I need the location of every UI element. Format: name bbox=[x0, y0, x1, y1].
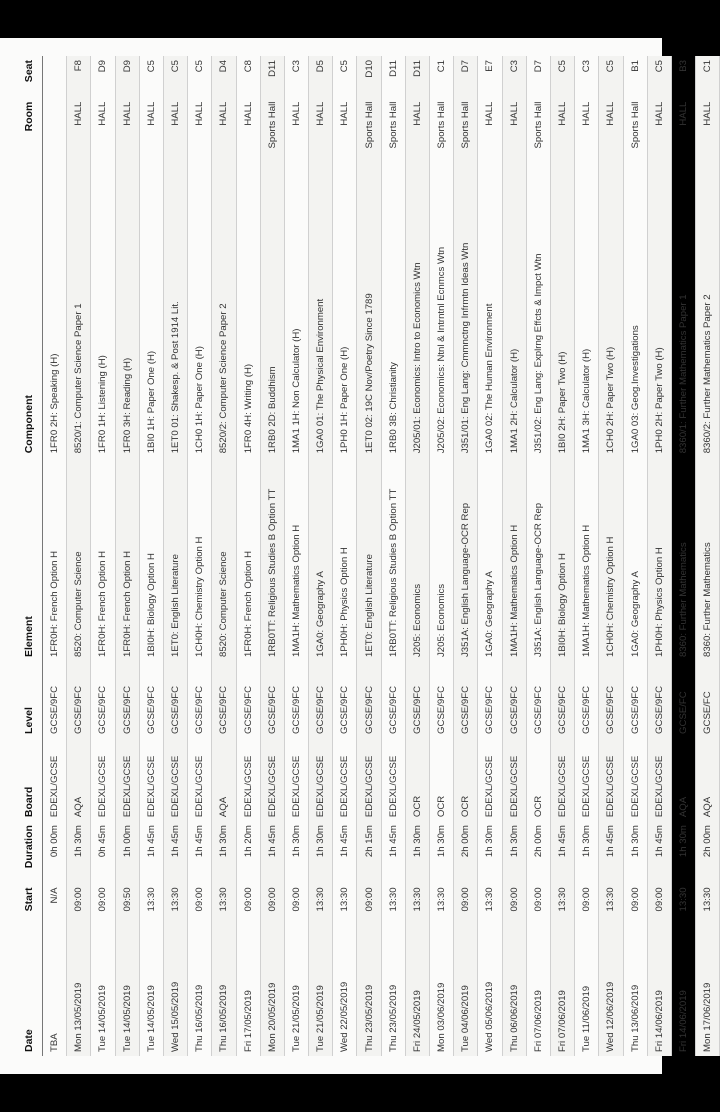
table-row bbox=[671, 56, 695, 1056]
cell-room: HALL bbox=[139, 98, 163, 181]
cell-room: HALL bbox=[405, 98, 429, 181]
cell-start: N/A bbox=[43, 883, 67, 931]
cell-element: 8360: Further Mathematics bbox=[671, 457, 695, 661]
cell-level: GCSE/9FC bbox=[284, 661, 308, 738]
header-date: Date bbox=[16, 931, 43, 1056]
cell-duration: 1h 45m bbox=[550, 821, 574, 883]
cell-board: EDEXL/GCSE bbox=[91, 738, 115, 821]
cell-duration: 1h 45m bbox=[260, 821, 284, 883]
cell-element: J351A: English Language-OCR Rep bbox=[454, 457, 478, 661]
cell-component: 1GA0 02: The Human Environment bbox=[478, 181, 502, 458]
cell-room: HALL bbox=[188, 98, 212, 181]
cell-room: HALL bbox=[599, 98, 623, 181]
table-row bbox=[381, 56, 405, 1056]
cell-board: EDEXL/GCSE bbox=[236, 738, 260, 821]
cell-component: 1PH0 1H: Paper One (H) bbox=[333, 181, 357, 458]
table-row bbox=[478, 56, 502, 1056]
cell-duration: 1h 45m bbox=[163, 821, 187, 883]
table-row bbox=[115, 56, 139, 1056]
cell-start: 13:30 bbox=[163, 883, 187, 931]
cell-room: HALL bbox=[163, 98, 187, 181]
cell-seat: C5 bbox=[550, 56, 574, 98]
cell-element: 8520: Computer Science bbox=[212, 457, 236, 661]
cell-board: EDEXL/GCSE bbox=[333, 738, 357, 821]
cell-duration: 1h 45m bbox=[188, 821, 212, 883]
cell-component: 1FR0 1H: Listening (H) bbox=[91, 181, 115, 458]
cell-date: Tue 14/05/2019 bbox=[139, 931, 163, 1056]
cell-start: 09:00 bbox=[236, 883, 260, 931]
table-row bbox=[405, 56, 429, 1056]
table-row bbox=[696, 56, 720, 1056]
cell-component: 1MA1 1H: Non Calculator (H) bbox=[284, 181, 308, 458]
table-row bbox=[357, 56, 381, 1056]
table-row bbox=[67, 56, 91, 1056]
cell-duration: 1h 00m bbox=[115, 821, 139, 883]
cell-seat: E7 bbox=[478, 56, 502, 98]
cell-board: EDEXL/GCSE bbox=[550, 738, 574, 821]
cell-level: GCSE/FC bbox=[671, 661, 695, 738]
cell-board: EDEXL/GCSE bbox=[381, 738, 405, 821]
cell-component: 1FR0 2H: Speaking (H) bbox=[43, 181, 67, 458]
cell-board: EDEXL/GCSE bbox=[502, 738, 526, 821]
cell-duration: 1h 30m bbox=[67, 821, 91, 883]
cell-date: Thu 16/05/2019 bbox=[188, 931, 212, 1056]
cell-component: 1RB0 3B: Christianity bbox=[381, 181, 405, 458]
cell-element: 1MA1H: Mathematics Option H bbox=[284, 457, 308, 661]
cell-date: Fri 14/06/2019 bbox=[647, 931, 671, 1056]
cell-duration: 2h 00m bbox=[454, 821, 478, 883]
exam-timetable bbox=[16, 56, 720, 1056]
cell-component: 1RB0 2D: Buddhism bbox=[260, 181, 284, 458]
cell-component: J205/02: Economics: Ntnl & Intrntnl Ecnmcs Wtn bbox=[430, 181, 454, 458]
cell-board: AQA bbox=[671, 738, 695, 821]
cell-room: HALL bbox=[236, 98, 260, 181]
table-row bbox=[139, 56, 163, 1056]
cell-level: GCSE/9FC bbox=[67, 661, 91, 738]
cell-board: EDEXL/GCSE bbox=[647, 738, 671, 821]
cell-component: 1MA1 2H: Calculator (H) bbox=[502, 181, 526, 458]
cell-seat: C3 bbox=[575, 56, 599, 98]
header-component: Component bbox=[16, 181, 43, 458]
cell-date: Mon 13/05/2019 bbox=[67, 931, 91, 1056]
cell-level: GCSE/9FC bbox=[91, 661, 115, 738]
cell-room: Sports Hall bbox=[260, 98, 284, 181]
cell-room: HALL bbox=[115, 98, 139, 181]
cell-component: 8520/2: Computer Science Paper 2 bbox=[212, 181, 236, 458]
cell-board: EDEXL/GCSE bbox=[188, 738, 212, 821]
cell-element: J205: Economics bbox=[405, 457, 429, 661]
cell-seat: D7 bbox=[454, 56, 478, 98]
rotated-sheet bbox=[0, 38, 714, 1074]
cell-seat: D9 bbox=[115, 56, 139, 98]
cell-component: 1GA0 03: Geog.Investigations bbox=[623, 181, 647, 458]
cell-date: Thu 23/05/2019 bbox=[357, 931, 381, 1056]
cell-level: GCSE/9FC bbox=[236, 661, 260, 738]
cell-element: 1GA0: Geography A bbox=[623, 457, 647, 661]
cell-date: Thu 06/06/2019 bbox=[502, 931, 526, 1056]
cell-board: AQA bbox=[212, 738, 236, 821]
table-row bbox=[212, 56, 236, 1056]
cell-element: 1BI0H: Biology Option H bbox=[139, 457, 163, 661]
cell-level: GCSE/9FC bbox=[623, 661, 647, 738]
cell-seat: C1 bbox=[430, 56, 454, 98]
cell-seat: C8 bbox=[236, 56, 260, 98]
cell-level: GCSE/9FC bbox=[115, 661, 139, 738]
cell-date: Tue 04/06/2019 bbox=[454, 931, 478, 1056]
cell-seat: D7 bbox=[526, 56, 550, 98]
cell-start: 09:00 bbox=[575, 883, 599, 931]
cell-seat: F8 bbox=[67, 56, 91, 98]
cell-level: GCSE/9FC bbox=[550, 661, 574, 738]
cell-room: Sports Hall bbox=[381, 98, 405, 181]
cell-component: 1BI0 2H: Paper Two (H) bbox=[550, 181, 574, 458]
cell-room bbox=[43, 98, 67, 181]
cell-duration: 1h 30m bbox=[575, 821, 599, 883]
cell-board: EDEXL/GCSE bbox=[115, 738, 139, 821]
table-row bbox=[260, 56, 284, 1056]
cell-seat: C5 bbox=[188, 56, 212, 98]
cell-board: EDEXL/GCSE bbox=[284, 738, 308, 821]
cell-duration: 1h 30m bbox=[212, 821, 236, 883]
cell-start: 13:30 bbox=[405, 883, 429, 931]
cell-level: GCSE/9FC bbox=[526, 661, 550, 738]
cell-board: EDEXL/GCSE bbox=[139, 738, 163, 821]
cell-duration: 1h 30m bbox=[478, 821, 502, 883]
cell-component: 1GA0 01: The Physical Environment bbox=[309, 181, 333, 458]
cell-seat: C5 bbox=[599, 56, 623, 98]
cell-element: 1BI0H: Biology Option H bbox=[550, 457, 574, 661]
cell-level: GCSE/9FC bbox=[43, 661, 67, 738]
cell-duration: 1h 30m bbox=[430, 821, 454, 883]
cell-board: EDEXL/GCSE bbox=[575, 738, 599, 821]
cell-start: 13:30 bbox=[309, 883, 333, 931]
cell-seat: D10 bbox=[357, 56, 381, 98]
cell-level: GCSE/9FC bbox=[309, 661, 333, 738]
cell-date: TBA bbox=[43, 931, 67, 1056]
cell-start: 13:30 bbox=[599, 883, 623, 931]
cell-component: 8360/2: Further Mathematics Paper 2 bbox=[696, 181, 720, 458]
cell-room: HALL bbox=[333, 98, 357, 181]
header-element: Element bbox=[16, 457, 43, 661]
cell-date: Wed 05/06/2019 bbox=[478, 931, 502, 1056]
cell-level: GCSE/9FC bbox=[381, 661, 405, 738]
cell-room: Sports Hall bbox=[430, 98, 454, 181]
cell-element: 8360: Further Mathematics bbox=[696, 457, 720, 661]
cell-board: AQA bbox=[67, 738, 91, 821]
cell-level: GCSE/9FC bbox=[212, 661, 236, 738]
cell-element: 1CH0H: Chemistry Option H bbox=[599, 457, 623, 661]
cell-component: 1FR0 3H: Reading (H) bbox=[115, 181, 139, 458]
cell-date: Fri 07/06/2019 bbox=[526, 931, 550, 1056]
cell-seat: C5 bbox=[163, 56, 187, 98]
table-row bbox=[526, 56, 550, 1056]
cell-component: 1PH0 2H: Paper Two (H) bbox=[647, 181, 671, 458]
cell-seat: D5 bbox=[309, 56, 333, 98]
cell-room: HALL bbox=[502, 98, 526, 181]
cell-duration: 1h 45m bbox=[599, 821, 623, 883]
cell-component: 1ET0 02: 19C Nov/Poetry Since 1789 bbox=[357, 181, 381, 458]
cell-element: 1PH0H: Physics Option H bbox=[333, 457, 357, 661]
cell-element: J205: Economics bbox=[430, 457, 454, 661]
cell-date: Wed 12/06/2019 bbox=[599, 931, 623, 1056]
cell-level: GCSE/9FC bbox=[163, 661, 187, 738]
cell-start: 09:00 bbox=[502, 883, 526, 931]
cell-duration: 1h 45m bbox=[139, 821, 163, 883]
cell-seat: D11 bbox=[381, 56, 405, 98]
table-row bbox=[454, 56, 478, 1056]
table-row bbox=[430, 56, 454, 1056]
cell-seat: D4 bbox=[212, 56, 236, 98]
cell-level: GCSE/9FC bbox=[454, 661, 478, 738]
cell-component: 1MA1 3H: Calculator (H) bbox=[575, 181, 599, 458]
cell-date: Mon 20/05/2019 bbox=[260, 931, 284, 1056]
cell-element: 1ET0: English Literature bbox=[357, 457, 381, 661]
cell-room: HALL bbox=[67, 98, 91, 181]
cell-date: Fri 24/05/2019 bbox=[405, 931, 429, 1056]
header-level: Level bbox=[16, 661, 43, 738]
cell-seat: C5 bbox=[333, 56, 357, 98]
cell-room: HALL bbox=[284, 98, 308, 181]
cell-start: 13:30 bbox=[139, 883, 163, 931]
cell-element: 1GA0: Geography A bbox=[478, 457, 502, 661]
cell-duration: 1h 30m bbox=[502, 821, 526, 883]
cell-duration: 2h 15m bbox=[357, 821, 381, 883]
cell-duration: 1h 30m bbox=[623, 821, 647, 883]
header-duration: Duration bbox=[16, 821, 43, 883]
table-row bbox=[623, 56, 647, 1056]
cell-seat: D11 bbox=[260, 56, 284, 98]
cell-start: 13:30 bbox=[212, 883, 236, 931]
cell-component: 8520/1: Computer Science Paper 1 bbox=[67, 181, 91, 458]
cell-room: HALL bbox=[696, 98, 720, 181]
cell-duration: 2h 00m bbox=[696, 821, 720, 883]
cell-element: 1MA1H: Mathematics Option H bbox=[502, 457, 526, 661]
cell-duration: 0h 45m bbox=[91, 821, 115, 883]
table-row bbox=[550, 56, 574, 1056]
cell-date: Mon 17/06/2019 bbox=[696, 931, 720, 1056]
cell-level: GCSE/FC bbox=[696, 661, 720, 738]
header-row bbox=[16, 56, 43, 1056]
cell-component: 1CH0 1H: Paper One (H) bbox=[188, 181, 212, 458]
cell-level: GCSE/9FC bbox=[357, 661, 381, 738]
cell-element: 1FR0H: French Option H bbox=[236, 457, 260, 661]
cell-room: HALL bbox=[91, 98, 115, 181]
table-row bbox=[91, 56, 115, 1056]
cell-room: Sports Hall bbox=[526, 98, 550, 181]
table-row bbox=[188, 56, 212, 1056]
cell-board: EDEXL/GCSE bbox=[478, 738, 502, 821]
cell-seat: D9 bbox=[91, 56, 115, 98]
cell-start: 09:00 bbox=[454, 883, 478, 931]
cell-room: HALL bbox=[478, 98, 502, 181]
table-row bbox=[284, 56, 308, 1056]
cell-element: 1FR0H: French Option H bbox=[91, 457, 115, 661]
cell-seat bbox=[43, 56, 67, 98]
cell-level: GCSE/9FC bbox=[647, 661, 671, 738]
cell-date: Wed 22/05/2019 bbox=[333, 931, 357, 1056]
cell-duration: 1h 45m bbox=[333, 821, 357, 883]
cell-seat: B3 bbox=[671, 56, 695, 98]
cell-level: GCSE/9FC bbox=[430, 661, 454, 738]
table-row bbox=[647, 56, 671, 1056]
cell-component: 1BI0 1H: Paper One (H) bbox=[139, 181, 163, 458]
cell-room: HALL bbox=[550, 98, 574, 181]
cell-start: 09:00 bbox=[67, 883, 91, 931]
cell-duration: 1h 30m bbox=[309, 821, 333, 883]
cell-start: 09:00 bbox=[647, 883, 671, 931]
cell-seat: C5 bbox=[139, 56, 163, 98]
cell-component: J351/01: Eng Lang: Cmmnctng Infrmtn Ideas Wtn bbox=[454, 181, 478, 458]
cell-start: 09:00 bbox=[357, 883, 381, 931]
cell-room: HALL bbox=[212, 98, 236, 181]
header-board: Board bbox=[16, 738, 43, 821]
cell-element: 1ET0: English Literature bbox=[163, 457, 187, 661]
cell-board: EDEXL/GCSE bbox=[623, 738, 647, 821]
cell-date: Tue 21/05/2019 bbox=[309, 931, 333, 1056]
cell-date: Fri 07/06/2019 bbox=[550, 931, 574, 1056]
cell-component: 8360/1: Further Mathematics Paper 1 bbox=[671, 181, 695, 458]
cell-board: EDEXL/GCSE bbox=[599, 738, 623, 821]
cell-room: Sports Hall bbox=[454, 98, 478, 181]
cell-date: Thu 13/06/2019 bbox=[623, 931, 647, 1056]
table-row bbox=[309, 56, 333, 1056]
table-row bbox=[599, 56, 623, 1056]
cell-date: Mon 03/06/2019 bbox=[430, 931, 454, 1056]
cell-room: HALL bbox=[647, 98, 671, 181]
cell-date: Thu 23/05/2019 bbox=[381, 931, 405, 1056]
cell-component: 1FR0 4H: Writing (H) bbox=[236, 181, 260, 458]
cell-element: 1FR0H: French Option H bbox=[43, 457, 67, 661]
table-body bbox=[43, 56, 720, 1056]
cell-component: 1CH0 2H: Paper Two (H) bbox=[599, 181, 623, 458]
cell-duration: 1h 30m bbox=[671, 821, 695, 883]
header-room: Room bbox=[16, 98, 43, 181]
table-row bbox=[43, 56, 67, 1056]
table-row bbox=[502, 56, 526, 1056]
cell-room: HALL bbox=[309, 98, 333, 181]
cell-seat: C3 bbox=[284, 56, 308, 98]
table-row bbox=[236, 56, 260, 1056]
cell-level: GCSE/9FC bbox=[260, 661, 284, 738]
cell-start: 09:00 bbox=[91, 883, 115, 931]
cell-room: HALL bbox=[575, 98, 599, 181]
cell-seat: C3 bbox=[502, 56, 526, 98]
cell-room: HALL bbox=[671, 98, 695, 181]
cell-board: EDEXL/GCSE bbox=[163, 738, 187, 821]
cell-start: 13:30 bbox=[333, 883, 357, 931]
cell-date: Tue 14/05/2019 bbox=[91, 931, 115, 1056]
cell-start: 13:30 bbox=[671, 883, 695, 931]
cell-component: J351/02: Eng Lang: Explrng Effcts & Impct Wtn bbox=[526, 181, 550, 458]
cell-board: EDEXL/GCSE bbox=[309, 738, 333, 821]
cell-element: J351A: English Language-OCR Rep bbox=[526, 457, 550, 661]
cell-level: GCSE/9FC bbox=[188, 661, 212, 738]
cell-duration: 1h 45m bbox=[381, 821, 405, 883]
cell-date: Fri 17/05/2019 bbox=[236, 931, 260, 1056]
cell-date: Tue 21/05/2019 bbox=[284, 931, 308, 1056]
cell-board: EDEXL/GCSE bbox=[260, 738, 284, 821]
cell-level: GCSE/9FC bbox=[575, 661, 599, 738]
cell-level: GCSE/9FC bbox=[333, 661, 357, 738]
table-row bbox=[333, 56, 357, 1056]
cell-board: OCR bbox=[405, 738, 429, 821]
cell-date: Tue 11/06/2019 bbox=[575, 931, 599, 1056]
cell-start: 13:30 bbox=[430, 883, 454, 931]
cell-seat: D11 bbox=[405, 56, 429, 98]
cell-board: OCR bbox=[454, 738, 478, 821]
cell-board: EDEXL/GCSE bbox=[357, 738, 381, 821]
cell-start: 09:00 bbox=[526, 883, 550, 931]
cell-board: OCR bbox=[430, 738, 454, 821]
cell-level: GCSE/9FC bbox=[405, 661, 429, 738]
cell-duration: 0h 00m bbox=[43, 821, 67, 883]
cell-duration: 1h 20m bbox=[236, 821, 260, 883]
cell-duration: 1h 30m bbox=[405, 821, 429, 883]
cell-level: GCSE/9FC bbox=[478, 661, 502, 738]
header-start: Start bbox=[16, 883, 43, 931]
cell-start: 13:30 bbox=[381, 883, 405, 931]
timetable-page bbox=[0, 38, 714, 1074]
cell-level: GCSE/9FC bbox=[599, 661, 623, 738]
cell-board: OCR bbox=[526, 738, 550, 821]
cell-date: Thu 16/05/2019 bbox=[212, 931, 236, 1056]
cell-element: 1FR0H: French Option H bbox=[115, 457, 139, 661]
table-row bbox=[575, 56, 599, 1056]
cell-room: Sports Hall bbox=[357, 98, 381, 181]
cell-start: 09:00 bbox=[260, 883, 284, 931]
cell-element: 1CH0H: Chemistry Option H bbox=[188, 457, 212, 661]
cell-start: 09:00 bbox=[284, 883, 308, 931]
cell-element: 1PH0H: Physics Option H bbox=[647, 457, 671, 661]
cell-element: 1RB0TT: Religious Studies B Option TT bbox=[381, 457, 405, 661]
cell-element: 1RB0TT: Religious Studies B Option TT bbox=[260, 457, 284, 661]
cell-start: 09:50 bbox=[115, 883, 139, 931]
cell-seat: B1 bbox=[623, 56, 647, 98]
cell-date: Tue 14/05/2019 bbox=[115, 931, 139, 1056]
cell-duration: 1h 30m bbox=[284, 821, 308, 883]
cell-seat: C5 bbox=[647, 56, 671, 98]
cell-level: GCSE/9FC bbox=[502, 661, 526, 738]
cell-start: 13:30 bbox=[478, 883, 502, 931]
cell-element: 1MA1H: Mathematics Option H bbox=[575, 457, 599, 661]
cell-board: AQA bbox=[696, 738, 720, 821]
cell-level: GCSE/9FC bbox=[139, 661, 163, 738]
cell-element: 8520: Computer Science bbox=[67, 457, 91, 661]
cell-start: 09:00 bbox=[188, 883, 212, 931]
cell-date: Wed 15/05/2019 bbox=[163, 931, 187, 1056]
cell-element: 1GA0: Geography A bbox=[309, 457, 333, 661]
cell-start: 09:00 bbox=[623, 883, 647, 931]
cell-seat: C1 bbox=[696, 56, 720, 98]
cell-start: 13:30 bbox=[550, 883, 574, 931]
cell-start: 13:30 bbox=[696, 883, 720, 931]
cell-date: Fri 14/06/2019 bbox=[671, 931, 695, 1056]
header-seat: Seat bbox=[16, 56, 43, 98]
cell-duration: 1h 45m bbox=[647, 821, 671, 883]
table-row bbox=[163, 56, 187, 1056]
cell-room: Sports Hall bbox=[623, 98, 647, 181]
cell-component: J205/01: Economics: Intro to Economics Wtn bbox=[405, 181, 429, 458]
cell-board: EDEXL/GCSE bbox=[43, 738, 67, 821]
cell-component: 1ET0 01: Shakesp. & Post 1914 Lit. bbox=[163, 181, 187, 458]
cell-duration: 2h 00m bbox=[526, 821, 550, 883]
